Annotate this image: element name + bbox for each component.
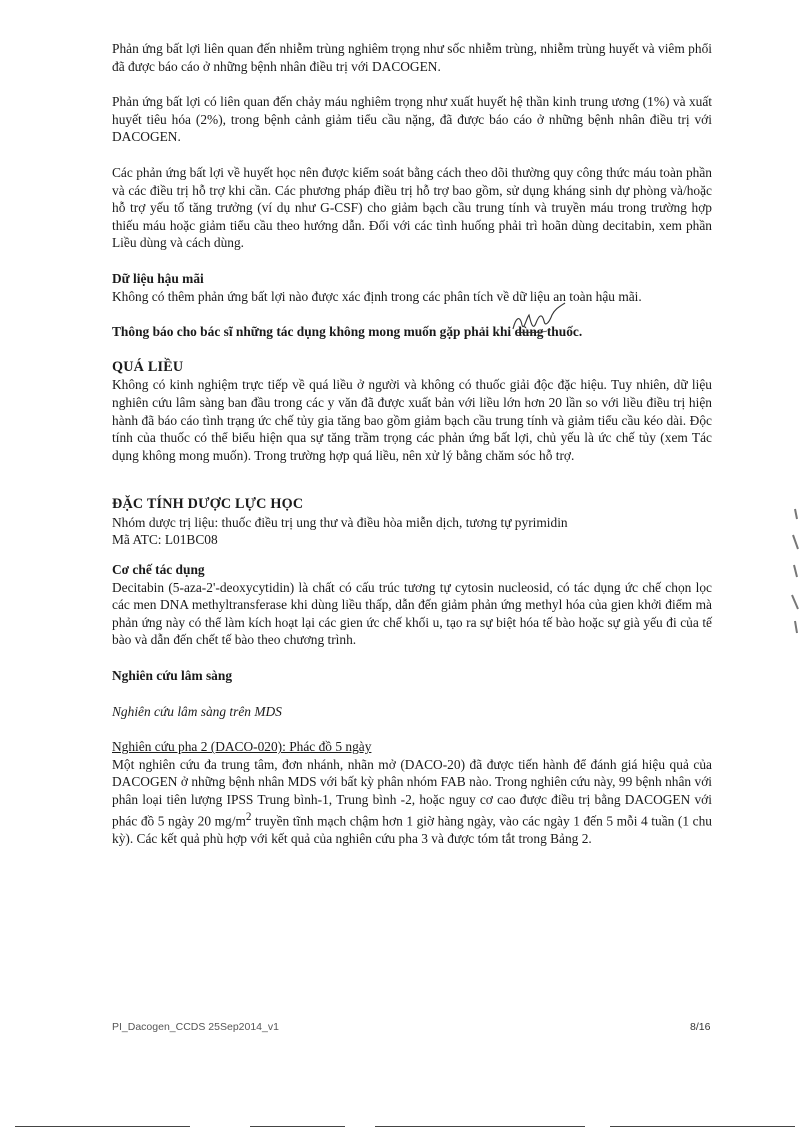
footer-page-number: 8/16 [690,1021,711,1033]
handwritten-initials [507,301,569,339]
paragraph-hematologic-management: Các phản ứng bất lợi về huyết học nên được kiểm soát bằng cách theo dõi thường quy công thức máu toàn phần và các điều trị hỗ trợ khi cần. Các phương pháp điều trị hỗ trợ bao gồm, sử dụng kháng sinh dự phòng và/hoặc hỗ trợ yếu tố tăng trưởng (ví dụ như G-CSF) cho giảm bạch cầu trung tính và truyền máu trong trường hợp thiếu máu hoặc giảm tiểu cầu theo hướng dẫn. Đối với các tình huống phải trì hoãn dùng decitabin, xem phần Liều dùng và cách dùng. [112,164,712,251]
adverse-notice-block [112,323,712,341]
overdose-heading: QUÁ LIỀU [112,358,184,375]
adverse-notice: Thông báo cho bác sĩ những tác dụng không mong muốn gặp phải khi dùng thuốc. [112,324,583,340]
document-body [112,40,712,847]
phase2-study-text: Một nghiên cứu đa trung tâm, đơn nhánh, nhãn mở (DACO-20) đã được tiến hành để đánh giá hiệu quả của DACOGEN ở những bệnh nhân MDS với bất kỳ phân nhóm FAB nào. Trong nghiên cứu này, 99 bệnh nhân với phân loại tiên lượng IPSS Trung bình-1, Trung bình -2, hoặc nguy cơ cao được điều trị bằng DACOGEN với phác đồ 5 ngày 20 $mg/m^2$ truyền tĩnh mạch chậm hơn 1 giờ hàng ngày, vào các ngày 1 đến 5 mỗi 4 tuần (1 chu kỳ). Các kết quả phù hợp với kết quả của nghiên cứu pha 3 và được tóm tắt trong Bảng 2. [112,756,712,846]
bottom-scan-line [610,1126,795,1127]
postmarketing-text: Không có thêm phản ứng bất lợi nào được xác định trong các phân tích về dữ liệu an toàn hậu mãi. [112,288,642,304]
paragraph-bleeding-reactions: Phản ứng bất lợi có liên quan đến chảy máu nghiêm trọng như xuất huyết hệ thần kinh trung ương (1%) và xuất huyết tiêu hóa (2%), trong bệnh cảnh giảm tiểu cầu nặng, đã được báo cáo ở những bệnh nhân điều trị với DACOGEN. [112,94,712,145]
footer-document-id: PI_Dacogen_CCDS 25Sep2014_v1 [112,1021,279,1033]
postmarketing-heading: Dữ liệu hậu mãi [112,270,204,286]
bottom-scan-line [15,1126,190,1127]
phase2-study-title: Nghiên cứu pha 2 (DACO-020): Phác đồ 5 ngày [112,739,372,755]
pharmacodynamics-heading: ĐẶC TÍNH DƯỢC LỰC HỌC [112,496,304,513]
clinical-studies-heading: Nghiên cứu lâm sàng [112,668,233,684]
pharmacotherapeutic-group: Nhóm dược trị liệu: thuốc điều trị ung thư và điều hòa miễn dịch, tương tự pyrimidin [112,514,568,530]
page-edge-stamp-mark [785,505,799,635]
atc-code: Mã ATC: L01BC08 [112,532,218,548]
mechanism-text: Decitabin (5-aza-2'-deoxycytidin) là chất có cấu trúc tương tự cytosin nucleosid, có tác dụng ức chế chọn lọc các men DNA methyltransferase khi dùng liều thấp, dẫn đến giảm phản ứng methyl hóa của gien khởi điểm mà phản ứng này có thể làm kích hoạt lại các gien ức chế khối u, tạo ra sự biệt hóa tế bào hoặc sự già yếu đi của tế bào và dẫn đến chết tế bào theo chương trình. [112,579,712,648]
bottom-scan-line [250,1126,345,1127]
clinical-mds-subheading: Nghiên cứu lâm sàng trên MDS [112,703,282,719]
mechanism-heading: Cơ chế tác dụng [112,562,205,578]
overdose-text: Không có kinh nghiệm trực tiếp về quá liều ở người và không có thuốc giải độc đặc hiệu. Tuy nhiên, dữ liệu nghiên cứu lâm sàng ban đầu trong các y văn đã được xuất bản với liều lớn hơn 20 lần so với liều điều trị hiện hành đã báo cáo tình trạng ức chế tủy gia tăng bao gồm giảm bạch cầu trung tính và giảm tiểu cầu kéo dài. Độc tính của thuốc có thể biểu hiện qua sự tăng trầm trọng các phản ứng bất lợi, chủ yếu là ức chế tủy (xem Tác dụng không mong muốn). Trong trường hợp quá liều, nên xử lý bằng chăm sóc hỗ trợ. [112,377,712,463]
bottom-scan-line [375,1126,585,1127]
paragraph-infection-reactions: Phản ứng bất lợi liên quan đến nhiễm trùng nghiêm trọng như sốc nhiễm trùng, nhiễm trùng huyết và viêm phổi đã được báo cáo ở những bệnh nhân điều trị với DACOGEN. [112,41,712,74]
